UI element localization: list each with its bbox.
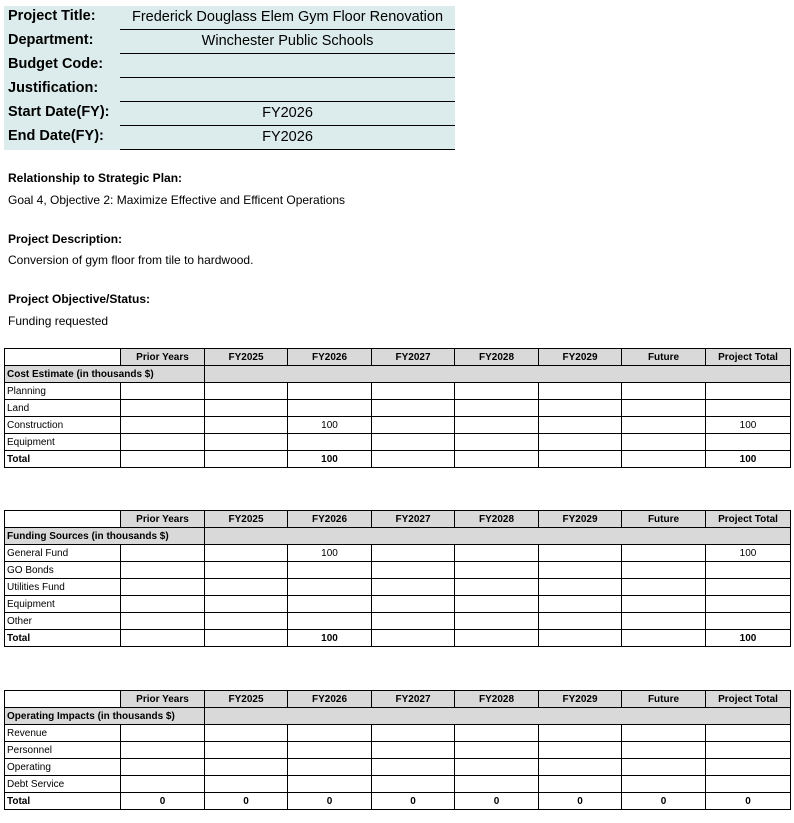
value-cell xyxy=(706,562,791,579)
value-cell xyxy=(372,383,455,400)
value-cell xyxy=(455,776,539,793)
header-blank-cell xyxy=(5,349,121,366)
end-date-row xyxy=(4,126,455,150)
value-cell xyxy=(288,725,372,742)
category-fill xyxy=(205,708,791,725)
category-title: Operating Impacts (in thousands $) xyxy=(5,708,205,725)
value-cell xyxy=(706,759,791,776)
value-cell: 0 xyxy=(372,793,455,810)
value-cell xyxy=(121,451,205,468)
column-header: Project Total xyxy=(706,691,791,708)
value-cell: 100 xyxy=(706,545,791,562)
value-cell: 0 xyxy=(121,793,205,810)
value-cell xyxy=(288,400,372,417)
strategic-heading: Relationship to Strategic Plan: xyxy=(8,171,183,185)
cost-estimate-table xyxy=(4,348,791,468)
value-cell xyxy=(288,742,372,759)
column-header: FY2025 xyxy=(205,511,288,528)
row-label: Planning xyxy=(5,383,121,400)
column-header: Project Total xyxy=(706,349,791,366)
value-cell xyxy=(455,579,539,596)
value-cell xyxy=(539,417,622,434)
row-label: Operating xyxy=(5,759,121,776)
value-cell xyxy=(372,742,455,759)
value-cell: 0 xyxy=(706,793,791,810)
justification-row xyxy=(4,78,455,102)
column-header: FY2025 xyxy=(205,349,288,366)
strategic-text: Goal 4, Objective 2: Maximize Effective and Efficent Operations xyxy=(8,193,346,207)
value-cell xyxy=(288,579,372,596)
category-fill xyxy=(205,528,791,545)
column-header: Future xyxy=(622,349,706,366)
value-cell xyxy=(121,562,205,579)
value-cell xyxy=(205,596,288,613)
value-cell xyxy=(205,613,288,630)
column-header-row xyxy=(5,349,791,366)
objective-heading: Project Objective/Status: xyxy=(8,292,151,306)
row-label: GO Bonds xyxy=(5,562,121,579)
value-cell xyxy=(121,545,205,562)
value-cell xyxy=(539,383,622,400)
start-date-label: Start Date(FY): xyxy=(8,104,110,120)
column-header: FY2025 xyxy=(205,691,288,708)
value-cell xyxy=(121,596,205,613)
value-cell xyxy=(622,596,706,613)
column-header: Prior Years xyxy=(121,349,205,366)
value-cell xyxy=(372,545,455,562)
value-cell xyxy=(455,759,539,776)
value-cell xyxy=(121,400,205,417)
table-row xyxy=(5,562,791,579)
column-header: FY2026 xyxy=(288,691,372,708)
value-cell xyxy=(372,630,455,647)
value-cell xyxy=(622,400,706,417)
category-fill xyxy=(205,366,791,383)
value-cell xyxy=(205,417,288,434)
row-label: Equipment xyxy=(5,596,121,613)
value-cell xyxy=(539,596,622,613)
table-row xyxy=(5,579,791,596)
value-cell xyxy=(205,434,288,451)
department-value: Winchester Public Schools xyxy=(120,30,455,54)
value-cell xyxy=(539,400,622,417)
funding-sources-table xyxy=(4,510,791,647)
value-cell xyxy=(455,417,539,434)
value-cell xyxy=(539,742,622,759)
value-cell xyxy=(455,613,539,630)
value-cell xyxy=(622,451,706,468)
value-cell xyxy=(706,725,791,742)
value-cell xyxy=(455,562,539,579)
value-cell xyxy=(706,383,791,400)
category-row xyxy=(5,528,791,545)
column-header: FY2029 xyxy=(539,349,622,366)
table-row xyxy=(5,613,791,630)
value-cell xyxy=(622,630,706,647)
value-cell xyxy=(706,613,791,630)
value-cell xyxy=(288,383,372,400)
value-cell xyxy=(121,725,205,742)
header-blank-cell xyxy=(5,691,121,708)
column-header: FY2028 xyxy=(455,691,539,708)
value-cell xyxy=(121,383,205,400)
value-cell: 100 xyxy=(288,451,372,468)
title-row xyxy=(4,6,455,30)
end-date-value: FY2026 xyxy=(120,126,455,150)
table-row xyxy=(5,759,791,776)
description-heading: Project Description: xyxy=(8,232,123,246)
table-row xyxy=(5,383,791,400)
column-header: Future xyxy=(622,511,706,528)
table-row xyxy=(5,596,791,613)
value-cell xyxy=(706,596,791,613)
value-cell xyxy=(455,434,539,451)
value-cell: 0 xyxy=(205,793,288,810)
department-label: Department: xyxy=(8,32,94,48)
value-cell xyxy=(288,596,372,613)
column-header: FY2028 xyxy=(455,349,539,366)
value-cell: 0 xyxy=(539,793,622,810)
row-label: Land xyxy=(5,400,121,417)
value-cell xyxy=(539,562,622,579)
value-cell xyxy=(539,630,622,647)
value-cell xyxy=(706,579,791,596)
value-cell xyxy=(706,400,791,417)
row-label: Other xyxy=(5,613,121,630)
table-row xyxy=(5,434,791,451)
value-cell xyxy=(121,776,205,793)
value-cell xyxy=(622,613,706,630)
value-cell xyxy=(622,383,706,400)
row-label: Total xyxy=(5,630,121,647)
start-date-value: FY2026 xyxy=(120,102,455,126)
operating-impacts-table xyxy=(4,690,791,810)
column-header: FY2026 xyxy=(288,511,372,528)
table-row xyxy=(5,742,791,759)
budget-code-value xyxy=(120,54,455,78)
project-header xyxy=(4,6,455,150)
table-row xyxy=(5,545,791,562)
value-cell xyxy=(706,434,791,451)
column-header: FY2027 xyxy=(372,691,455,708)
column-header: FY2027 xyxy=(372,349,455,366)
value-cell xyxy=(205,579,288,596)
value-cell xyxy=(288,776,372,793)
value-cell xyxy=(372,759,455,776)
header-blank-cell xyxy=(5,511,121,528)
value-cell xyxy=(121,613,205,630)
value-cell xyxy=(455,725,539,742)
row-label: Construction xyxy=(5,417,121,434)
table-row xyxy=(5,776,791,793)
value-cell xyxy=(455,630,539,647)
value-cell xyxy=(706,776,791,793)
value-cell xyxy=(622,417,706,434)
row-label: Utilities Fund xyxy=(5,579,121,596)
value-cell xyxy=(539,434,622,451)
value-cell xyxy=(288,434,372,451)
column-header: FY2027 xyxy=(372,511,455,528)
description-text: Conversion of gym floor from tile to hardwood. xyxy=(8,253,254,267)
budget-code-label: Budget Code: xyxy=(8,56,104,72)
value-cell xyxy=(455,400,539,417)
value-cell: 100 xyxy=(288,545,372,562)
value-cell xyxy=(539,759,622,776)
row-label: Debt Service xyxy=(5,776,121,793)
column-header-row xyxy=(5,511,791,528)
category-row xyxy=(5,708,791,725)
value-cell xyxy=(539,545,622,562)
value-cell xyxy=(372,613,455,630)
value-cell: 100 xyxy=(706,630,791,647)
value-cell xyxy=(372,596,455,613)
value-cell xyxy=(288,613,372,630)
value-cell xyxy=(372,776,455,793)
value-cell xyxy=(455,742,539,759)
row-label: Revenue xyxy=(5,725,121,742)
value-cell xyxy=(622,742,706,759)
value-cell xyxy=(372,417,455,434)
value-cell xyxy=(205,400,288,417)
start-date-row xyxy=(4,102,455,126)
value-cell xyxy=(121,434,205,451)
value-cell xyxy=(706,742,791,759)
row-label: Equipment xyxy=(5,434,121,451)
value-cell xyxy=(455,451,539,468)
value-cell: 100 xyxy=(288,417,372,434)
category-title: Cost Estimate (in thousands $) xyxy=(5,366,205,383)
value-cell: 100 xyxy=(706,417,791,434)
value-cell xyxy=(622,776,706,793)
value-cell xyxy=(622,562,706,579)
total-row xyxy=(5,630,791,647)
value-cell xyxy=(622,579,706,596)
column-header: FY2026 xyxy=(288,349,372,366)
row-label: Total xyxy=(5,451,121,468)
budget-code-row xyxy=(4,54,455,78)
value-cell xyxy=(121,742,205,759)
justification-value xyxy=(120,78,455,102)
value-cell xyxy=(372,562,455,579)
value-cell: 100 xyxy=(288,630,372,647)
column-header: Prior Years xyxy=(121,691,205,708)
column-header: FY2028 xyxy=(455,511,539,528)
value-cell xyxy=(205,451,288,468)
value-cell: 0 xyxy=(455,793,539,810)
value-cell xyxy=(372,434,455,451)
value-cell xyxy=(372,725,455,742)
row-label: General Fund xyxy=(5,545,121,562)
value-cell xyxy=(622,434,706,451)
value-cell xyxy=(205,545,288,562)
value-cell xyxy=(539,776,622,793)
value-cell xyxy=(288,562,372,579)
value-cell xyxy=(455,596,539,613)
value-cell xyxy=(288,759,372,776)
value-cell xyxy=(539,613,622,630)
justification-label: Justification: xyxy=(8,80,99,96)
column-header-row xyxy=(5,691,791,708)
end-date-label: End Date(FY): xyxy=(8,128,104,144)
value-cell xyxy=(205,742,288,759)
title-value: Frederick Douglass Elem Gym Floor Renovation xyxy=(120,6,455,30)
value-cell xyxy=(372,579,455,596)
column-header: Future xyxy=(622,691,706,708)
category-title: Funding Sources (in thousands $) xyxy=(5,528,205,545)
value-cell xyxy=(205,630,288,647)
value-cell: 100 xyxy=(706,451,791,468)
column-header: FY2029 xyxy=(539,511,622,528)
value-cell xyxy=(622,545,706,562)
value-cell xyxy=(205,776,288,793)
total-row xyxy=(5,793,791,810)
value-cell xyxy=(372,400,455,417)
value-cell xyxy=(121,417,205,434)
value-cell xyxy=(455,545,539,562)
value-cell xyxy=(121,759,205,776)
objective-text: Funding requested xyxy=(8,314,109,328)
table-row xyxy=(5,725,791,742)
value-cell xyxy=(539,579,622,596)
value-cell xyxy=(372,451,455,468)
column-header: FY2029 xyxy=(539,691,622,708)
total-row xyxy=(5,451,791,468)
value-cell: 0 xyxy=(622,793,706,810)
column-header: Project Total xyxy=(706,511,791,528)
value-cell xyxy=(121,630,205,647)
value-cell xyxy=(205,383,288,400)
value-cell xyxy=(455,383,539,400)
value-cell xyxy=(205,759,288,776)
category-row xyxy=(5,366,791,383)
value-cell xyxy=(205,725,288,742)
table-row xyxy=(5,417,791,434)
row-label: Personnel xyxy=(5,742,121,759)
value-cell xyxy=(121,579,205,596)
value-cell xyxy=(539,451,622,468)
value-cell xyxy=(539,725,622,742)
department-row xyxy=(4,30,455,54)
column-header: Prior Years xyxy=(121,511,205,528)
value-cell xyxy=(205,562,288,579)
value-cell: 0 xyxy=(288,793,372,810)
value-cell xyxy=(622,725,706,742)
title-label: Project Title: xyxy=(8,8,96,24)
table-row xyxy=(5,400,791,417)
row-label: Total xyxy=(5,793,121,810)
value-cell xyxy=(622,759,706,776)
